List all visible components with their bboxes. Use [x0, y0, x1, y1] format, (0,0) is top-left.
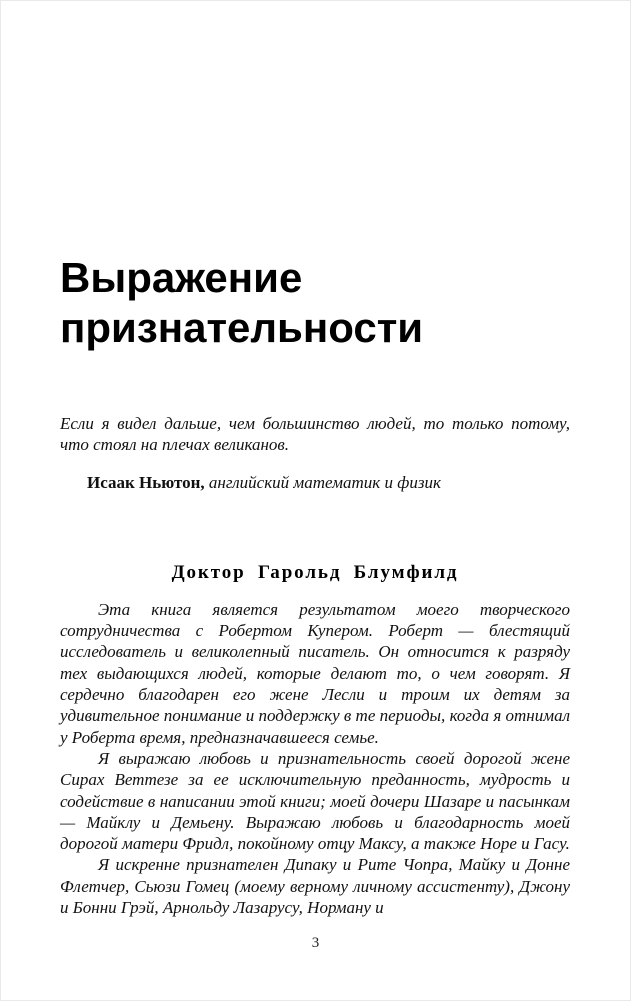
epigraph-text: Если я видел дальше, чем большинство людей, то только потому, что стоял на плечах великанов. — [60, 414, 570, 455]
page-title: Выражение признательности — [60, 254, 424, 351]
section-heading: Доктор Гарольд Блумфилд — [171, 561, 459, 583]
paragraph: Я выражаю любовь и признательность своей дорогой жене Сирах Веттезе за ее исключительную преданность, мудрость и содействие в написании этой книги; моей дочери Шазаре и пасынкам — Майклу и Демьену. Выражаю любовь и благодарность моей дорогой матери Фридл, покойному отцу Максу, а также Норе и Гасу. — [60, 748, 570, 854]
epigraph-author: Исаак Ньютон, — [87, 472, 205, 492]
page-content — [60, 1, 570, 918]
paragraph: Я искренне признателен Дипаку и Рите Чопра, Майку и Донне Флетчер, Сьюзи Гомец (моему верному личному ассистенту), Джону и Бонни Грэй, Арнольду Лазарусу, Норману и — [60, 855, 570, 918]
page-number: 3 — [311, 935, 320, 951]
paragraph: Эта книга является результатом моего творческого сотрудничества с Робертом Купером. Роберт — блестящий исследователь и великолепный писатель. Он относится к разряду тех выдающихся людей, которые делают то, о чем говорят. Я сердечно благодарен его жене Лесли и троим их детям за удивительное понимание и поддержку в те периоды, когда я отнимал у Роберта время, предназначавшееся семье. — [60, 599, 570, 747]
epigraph-attribution — [60, 472, 570, 493]
epigraph-author-role: английский математик и физик — [208, 472, 441, 492]
body-text — [60, 599, 570, 918]
